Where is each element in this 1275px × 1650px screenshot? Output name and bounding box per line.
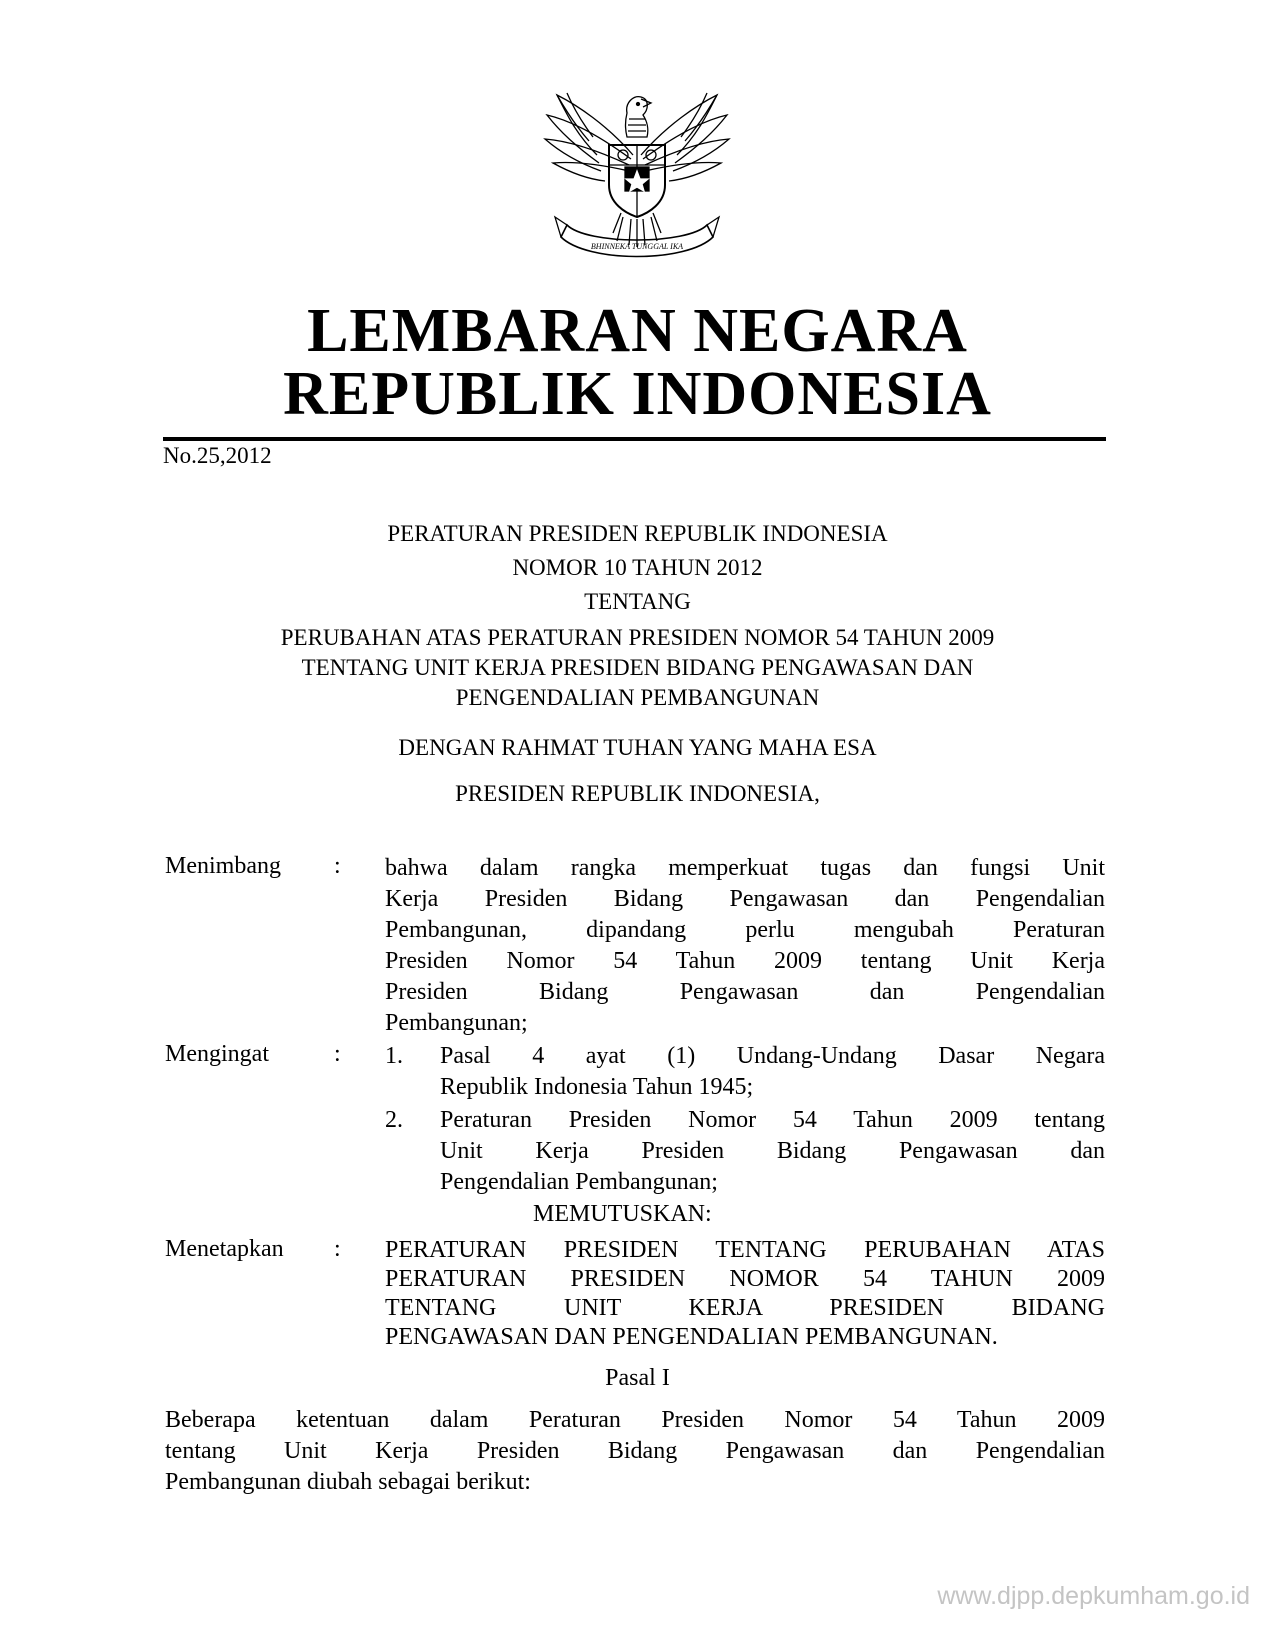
pasal-line: Pembangunan diubah sebagai berikut: xyxy=(165,1469,531,1495)
mengingat-line: Pasal 4 ayat (1) Undang-Undang Dasar Negara xyxy=(440,1043,1105,1069)
masthead-line-1: LEMBARAN NEGARA xyxy=(307,297,968,365)
menetapkan-line: PENGAWASAN DAN PENGENDALIAN PEMBANGUNAN. xyxy=(385,1324,998,1350)
menimbang-line: Presiden Nomor 54 Tahun 2009 tentang Unit Kerja xyxy=(385,948,1105,974)
heading-rahmat: DENGAN RAHMAT TUHAN YANG MAHA ESA xyxy=(398,735,877,760)
pasal-line: tentang Unit Kerja Presiden Bidang Pengawasan dan Pengendalian xyxy=(165,1438,1105,1464)
menetapkan-colon: : xyxy=(334,1236,341,1262)
watermark-url: www.djpp.depkumham.go.id xyxy=(937,1582,1250,1610)
menetapkan-line: PERATURAN PRESIDEN NOMOR 54 TAHUN 2009 xyxy=(385,1266,1105,1292)
mengingat-line: Pengendalian Pembangunan; xyxy=(440,1169,718,1195)
mengingat-item-1-text xyxy=(440,1041,1105,1103)
heading-title-1: PERUBAHAN ATAS PERATURAN PRESIDEN NOMOR 54 TAHUN 2009 xyxy=(280,625,995,650)
mengingat-line: Republik Indonesia Tahun 1945; xyxy=(440,1074,754,1100)
masthead-line-2: REPUBLIK INDONESIA xyxy=(283,360,992,428)
heading-number: NOMOR 10 TAHUN 2012 xyxy=(512,555,763,580)
heading-presiden: PRESIDEN REPUBLIK INDONESIA, xyxy=(455,781,820,806)
pasal-text xyxy=(165,1405,1105,1498)
mengingat-label: Mengingat xyxy=(165,1041,269,1067)
mengingat-item-1-number: 1. xyxy=(385,1043,403,1069)
menetapkan-line: PERATURAN PRESIDEN TENTANG PERUBAHAN ATAS xyxy=(385,1237,1105,1263)
mengingat-colon: : xyxy=(334,1041,341,1067)
heading-tentang: TENTANG xyxy=(584,589,691,614)
menimbang-colon: : xyxy=(334,853,341,879)
gazette-number: No.25,2012 xyxy=(163,443,272,468)
menimbang-line: bahwa dalam rangka memperkuat tugas dan fungsi Unit xyxy=(385,855,1105,881)
emblem-motto: BHINNEKA TUNGGAL IKA xyxy=(590,242,684,251)
mengingat-item-2-text xyxy=(440,1105,1105,1198)
mengingat-item-2-number: 2. xyxy=(385,1107,403,1133)
menetapkan-label: Menetapkan xyxy=(165,1236,284,1262)
mengingat-line: Unit Kerja Presiden Bidang Pengawasan dan xyxy=(440,1138,1105,1164)
menimbang-line: Presiden Bidang Pengawasan dan Pengendalian xyxy=(385,979,1105,1005)
menimbang-label: Menimbang xyxy=(165,853,281,879)
memutuskan-heading: MEMUTUSKAN: xyxy=(533,1201,712,1227)
garuda-emblem-icon xyxy=(537,85,737,275)
menimbang-line: Pembangunan, dipandang perlu mengubah Peraturan xyxy=(385,917,1105,943)
pasal-title: Pasal I xyxy=(605,1365,670,1391)
heading-title-2: TENTANG UNIT KERJA PRESIDEN BIDANG PENGAWASAN DAN xyxy=(301,655,974,680)
menimbang-text xyxy=(385,853,1105,1039)
heading-regulation: PERATURAN PRESIDEN REPUBLIK INDONESIA xyxy=(387,521,888,546)
menimbang-line: Kerja Presiden Bidang Pengawasan dan Pengendalian xyxy=(385,886,1105,912)
menimbang-line: Pembangunan; xyxy=(385,1010,528,1036)
masthead-divider xyxy=(163,437,1106,441)
menetapkan-line: TENTANG UNIT KERJA PRESIDEN BIDANG xyxy=(385,1295,1105,1321)
menetapkan-text xyxy=(385,1236,1105,1352)
heading-title-3: PENGENDALIAN PEMBANGUNAN xyxy=(455,685,820,710)
mengingat-line: Peraturan Presiden Nomor 54 Tahun 2009 tentang xyxy=(440,1107,1105,1133)
pasal-line: Beberapa ketentuan dalam Peraturan Presiden Nomor 54 Tahun 2009 xyxy=(165,1407,1105,1433)
